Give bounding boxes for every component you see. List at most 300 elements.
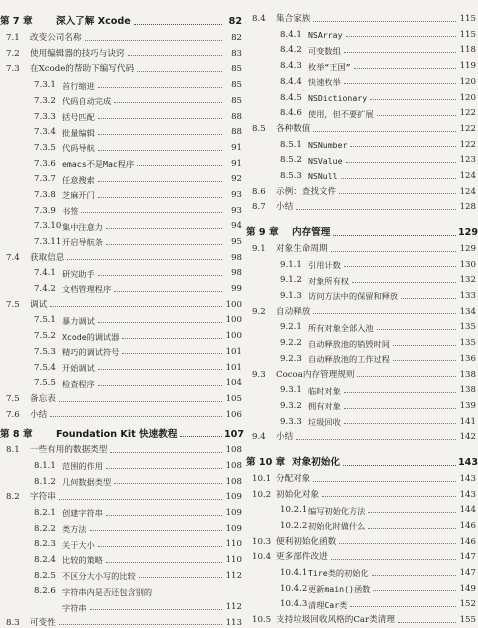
leader-dots: [110, 452, 222, 453]
entry-title: 字符串内是否还包含别的: [62, 586, 153, 597]
toc-entry-sub: [246, 269, 476, 285]
entry-title: 快速枚举: [308, 77, 341, 88]
entry-number: 8.2.4: [34, 555, 56, 566]
entry-number: 9.3.1: [280, 385, 302, 396]
entry-number: 7.3.10: [34, 221, 62, 232]
entry-number: 7.5.2: [34, 331, 56, 342]
entry-page-number: 129: [459, 244, 476, 255]
toc-entry-sec: [0, 486, 242, 502]
entry-title: 范围的作用: [62, 461, 103, 472]
toc-entry-sec: [246, 301, 476, 317]
entry-number: 7.3.9: [34, 205, 56, 216]
entry-page-number: 104: [225, 378, 242, 389]
leader-dots: [98, 322, 222, 323]
entry-number: 10.2: [252, 489, 272, 500]
entry-page-number: 107: [224, 428, 245, 440]
entry-title: 字符串: [30, 492, 56, 503]
entry-page-number: 146: [459, 521, 476, 532]
toc-entry-sub: [0, 533, 242, 549]
entry-title: 对象初始化: [292, 457, 340, 469]
entry-number: 7.3.4: [34, 127, 56, 138]
entry-title: 小结: [276, 432, 294, 443]
entry-number: 8.5.1: [280, 139, 302, 150]
entry-title: 文档管理程序: [62, 284, 112, 295]
entry-number: 8.6: [252, 186, 266, 197]
leader-dots: [344, 83, 456, 84]
toc-entry-sub: [0, 200, 242, 216]
leader-dots: [377, 115, 456, 116]
leader-dots: [137, 165, 222, 166]
entry-title: 引用计数: [308, 260, 341, 271]
leader-dots: [106, 244, 222, 245]
leader-dots: [339, 193, 456, 194]
toc-entry-sub: [246, 348, 476, 364]
leader-dots: [313, 21, 456, 22]
entry-title: 便利初始化函数: [276, 536, 337, 547]
toc-entry-sec: [246, 531, 476, 547]
entry-number: 7.3.5: [34, 142, 56, 153]
entry-page-number: 115: [459, 14, 476, 25]
toc-entry-sub: [246, 254, 476, 270]
toc-entry-sub: [0, 518, 242, 534]
leader-dots: [373, 590, 456, 591]
entry-page-number: 109: [225, 523, 242, 534]
toc-entry-sub: [246, 379, 476, 395]
entry-title: 代码自动完成: [62, 96, 112, 107]
toc-entry-sub: [0, 90, 242, 106]
entry-title: 内存管理: [292, 227, 331, 239]
entry-title: 自动释放池的销毁时间: [308, 338, 390, 349]
toc-entry-sec: [246, 546, 476, 562]
entry-number: 9.3.2: [280, 400, 302, 411]
entry-number: 9.4: [252, 432, 266, 443]
entry-title: 可变数组: [308, 45, 341, 56]
entry-page-number: 112: [225, 602, 242, 613]
entry-page-number: 129: [458, 227, 478, 239]
leader-dots: [344, 52, 456, 53]
entry-title: 小结: [30, 409, 48, 420]
toc-entry-sub: [246, 316, 476, 332]
entry-title: 类方法: [62, 524, 87, 535]
toc-entry-sec: [0, 439, 242, 455]
entry-title: 支持垃圾回收风格的Car类清理: [276, 615, 395, 626]
leader-dots: [59, 499, 222, 500]
toc-entry-chapter: [246, 452, 476, 468]
toc-entry-sub: [0, 105, 242, 121]
leader-dots: [398, 622, 456, 623]
toc-entry-sec: [0, 388, 242, 404]
entry-number: 10.4.3: [280, 599, 308, 610]
leader-dots: [114, 483, 222, 484]
entry-page-number: 155: [459, 615, 476, 626]
entry-number: 10.2.1: [280, 505, 308, 516]
toc-entry-sec: [0, 612, 242, 628]
entry-title: NSDictionary: [308, 92, 368, 103]
toc-entry-chapter: [0, 11, 242, 27]
leader-dots: [344, 423, 456, 424]
entry-number: 7.4: [6, 252, 20, 263]
toc-entry-sub: [246, 86, 476, 102]
entry-page-number: 113: [225, 617, 242, 628]
entry-page-number: 143: [459, 489, 476, 500]
toc-entry-sub: [0, 565, 242, 581]
entry-title: NSValue: [308, 155, 343, 166]
entry-number: 7.5: [6, 299, 20, 310]
toc-entry-sub: [246, 332, 476, 348]
entry-title: 代码导航: [62, 143, 95, 154]
entry-title: 集中注意力: [62, 221, 103, 232]
entry-page-number: 152: [459, 599, 476, 610]
entry-page-number: 139: [459, 400, 476, 411]
entry-title: 小结: [276, 202, 294, 213]
entry-page-number: 83: [231, 48, 242, 59]
toc-entry-sub: [0, 168, 242, 184]
leader-dots: [370, 99, 456, 100]
leader-dots: [137, 71, 222, 72]
entry-page-number: 106: [225, 409, 242, 420]
entry-number: 8.4.5: [280, 92, 302, 103]
leader-dots: [134, 24, 222, 25]
entry-number: 8.2.2: [34, 523, 56, 534]
entry-title: 枚举“王国”: [308, 61, 351, 72]
entry-number: 7.3.7: [34, 174, 56, 185]
entry-title: Xcode的调试器: [62, 331, 120, 342]
entry-number: 7.5.4: [34, 362, 56, 373]
entry-page-number: 100: [225, 315, 242, 326]
entry-number: 第 7 章: [0, 16, 33, 28]
leader-dots: [377, 329, 456, 330]
entry-page-number: 100: [225, 331, 242, 342]
entry-page-number: 82: [228, 16, 242, 28]
leader-dots: [98, 369, 222, 370]
entry-title: 自动释放池的工作过程: [308, 354, 390, 365]
entry-number: 8.4.3: [280, 61, 302, 72]
entry-number: 7.5.1: [34, 315, 56, 326]
leader-dots: [401, 298, 456, 299]
entry-title: 临时对象: [308, 385, 341, 396]
leader-dots: [114, 102, 222, 103]
toc-entry-sub: [0, 596, 242, 612]
entry-page-number: 124: [459, 186, 476, 197]
leader-dots: [344, 392, 456, 393]
leader-dots: [90, 530, 222, 531]
entry-title: 各种数值: [276, 123, 311, 134]
entry-page-number: 93: [231, 189, 242, 200]
toc-entry-sub: [0, 153, 242, 169]
entry-page-number: 149: [459, 583, 476, 594]
entry-number: 第 9 章: [246, 227, 279, 239]
entry-page-number: 110: [225, 539, 242, 550]
toc-entry-sec: [246, 363, 476, 379]
toc-entry-sub: [0, 372, 242, 388]
leader-dots: [106, 562, 222, 563]
toc-entry-chapter: [246, 222, 476, 238]
leader-dots: [357, 376, 456, 377]
entry-title: 集合家族: [276, 14, 311, 25]
entry-page-number: 138: [459, 369, 476, 380]
entry-title: 在Xcode的帮助下编写代码: [30, 64, 135, 75]
entry-number: 7.4.2: [34, 284, 56, 295]
entry-title: 备忘表: [30, 393, 56, 404]
leader-dots: [59, 401, 222, 402]
entry-number: 7.3.1: [34, 80, 56, 91]
leader-dots: [180, 436, 222, 437]
entry-title: 几何数据类型: [62, 477, 112, 488]
leader-dots: [331, 251, 456, 252]
entry-page-number: 146: [459, 536, 476, 547]
entry-page-number: 98: [231, 252, 242, 263]
entry-number: 8.1.1: [34, 460, 56, 471]
toc-entry-sec: [0, 247, 242, 263]
toc-entry-sub: [0, 262, 242, 278]
entry-title: 示例：查找文件: [276, 186, 337, 197]
toc-entry-sub: [0, 341, 242, 357]
entry-title: 可变性: [30, 617, 56, 628]
toc-entry-sub: [246, 499, 476, 515]
entry-number: 10.4: [252, 552, 272, 563]
toc-entry-sec: [246, 8, 476, 24]
entry-number: 10.4.1: [280, 568, 308, 579]
entry-page-number: 143: [459, 473, 476, 484]
entry-title: 调试: [30, 299, 48, 310]
toc-entry-sec: [246, 426, 476, 442]
leader-dots: [339, 543, 456, 544]
toc-entry-sub: [0, 184, 242, 200]
entry-title: 访问方法中的保留和释放: [308, 291, 399, 302]
entry-title: 清理Car类: [308, 599, 348, 610]
entry-page-number: 122: [459, 108, 476, 119]
toc-entry-sub: [246, 285, 476, 301]
entry-title: 使用，但不要扩展: [308, 108, 374, 119]
leader-dots: [372, 575, 456, 576]
leader-dots: [98, 197, 222, 198]
entry-number: 9.2.2: [280, 338, 302, 349]
leader-dots: [122, 338, 222, 339]
leader-dots: [331, 559, 456, 560]
entry-title: 书签: [62, 206, 79, 217]
entry-page-number: 91: [231, 142, 242, 153]
toc-entry-sec: [246, 609, 476, 625]
entry-page-number: 128: [459, 202, 476, 213]
entry-page-number: 85: [231, 95, 242, 106]
entry-number: 9.2.1: [280, 322, 302, 333]
toc-entry-sub: [246, 39, 476, 55]
entry-number: 7.3.6: [34, 158, 56, 169]
entry-title: 获取信息: [30, 252, 65, 263]
entry-page-number: 123: [459, 155, 476, 166]
leader-dots: [98, 87, 222, 88]
toc-entry-sub: [246, 55, 476, 71]
toc-entry-sub: [246, 411, 476, 427]
entry-title: 对象生命周期: [276, 244, 328, 255]
entry-number: 7.6: [6, 409, 20, 420]
entry-number: 8.7: [252, 202, 266, 213]
entry-page-number: 132: [459, 275, 476, 286]
entry-page-number: 141: [459, 416, 476, 427]
entry-title: 所有对象全部入池: [308, 322, 374, 333]
entry-title: 括号匹配: [62, 111, 95, 122]
entry-title: 暴力调试: [62, 315, 95, 326]
entry-page-number: 100: [225, 299, 242, 310]
leader-dots: [296, 439, 456, 440]
entry-number: 8.2: [6, 492, 20, 503]
toc-entry-sub: [246, 395, 476, 411]
toc-entry-sec: [246, 484, 476, 500]
toc-entry-sub: [0, 356, 242, 372]
entry-page-number: 101: [225, 362, 242, 373]
entry-number: 7.3.3: [34, 111, 56, 122]
leader-dots: [313, 131, 456, 132]
entry-title: 自动释放: [276, 306, 311, 317]
entry-page-number: 85: [231, 80, 242, 91]
entry-number: 7.3.11: [34, 237, 62, 248]
toc-entry-sub: [0, 278, 242, 294]
entry-page-number: 122: [459, 139, 476, 150]
entry-page-number: 88: [231, 127, 242, 138]
toc-entry-sub: [0, 455, 242, 471]
entry-number: 8.1.2: [34, 476, 56, 487]
entry-title: 芝麻开门: [62, 190, 95, 201]
leader-dots: [98, 150, 222, 151]
leader-dots: [344, 266, 456, 267]
toc-entry-sec: [0, 27, 242, 43]
entry-number: 8.4.6: [280, 108, 302, 119]
leader-dots: [114, 291, 222, 292]
entry-number: 8.4.1: [280, 29, 302, 40]
entry-page-number: 110: [225, 555, 242, 566]
toc-entry-sub: [246, 578, 476, 594]
toc-entry-sec: [246, 196, 476, 212]
entry-page-number: 124: [459, 170, 476, 181]
entry-title: 不区分大小写的比较: [62, 571, 136, 582]
entry-number: 10.3: [252, 536, 272, 547]
toc-entry-sub: [0, 74, 242, 90]
toc-entry-sub: [0, 121, 242, 137]
toc-entry-sub: [0, 137, 242, 153]
leader-dots: [139, 577, 222, 578]
entry-number: 8.5.3: [280, 170, 302, 181]
entry-page-number: 109: [225, 492, 242, 503]
leader-dots: [350, 146, 456, 147]
entry-number: 7.2: [6, 48, 20, 59]
entry-number: 8.5: [252, 123, 266, 134]
entry-page-number: 101: [225, 346, 242, 357]
entry-number: 7.3: [6, 64, 20, 75]
entry-title: 使用编辑器的技巧与诀窍: [30, 48, 125, 59]
leader-dots: [354, 68, 456, 69]
leader-dots: [322, 496, 456, 497]
leader-dots: [296, 209, 456, 210]
entry-number: 7.3.2: [34, 95, 56, 106]
toc-entry-sub: [0, 231, 242, 247]
leader-dots: [50, 416, 222, 417]
toc-entry-sub: [246, 134, 476, 150]
entry-page-number: 135: [459, 322, 476, 333]
entry-page-number: 85: [231, 64, 242, 75]
entry-title: 检查程序: [62, 378, 95, 389]
entry-number: 8.2.3: [34, 539, 56, 550]
entry-title: 改变公司名称: [30, 33, 82, 44]
entry-page-number: 108: [225, 476, 242, 487]
entry-number: 8.4.2: [280, 45, 302, 56]
toc-entry-sub: [246, 165, 476, 181]
entry-number: 8.5.2: [280, 155, 302, 166]
entry-title: 任意搜索: [62, 174, 95, 185]
entry-title: Tire类的初始化: [308, 568, 369, 579]
leader-dots: [333, 235, 456, 236]
entry-number: 第 8 章: [0, 428, 33, 440]
leader-dots: [98, 385, 222, 386]
entry-number: 9.1.2: [280, 275, 302, 286]
leader-dots: [67, 259, 222, 260]
toc-entry-sub: [0, 549, 242, 565]
entry-number: 9.2: [252, 306, 266, 317]
entry-title: 初始化对象: [276, 489, 319, 500]
entry-number: 8.3: [6, 617, 20, 628]
toc-entry-sec: [246, 468, 476, 484]
toc-entry-sub: [0, 502, 242, 518]
leader-dots: [98, 134, 222, 135]
entry-number: 9.3: [252, 369, 266, 380]
toc-entry-sub: [246, 515, 476, 531]
entry-page-number: 109: [225, 508, 242, 519]
leader-dots: [98, 118, 222, 119]
toc-entry-sec: [0, 58, 242, 74]
entry-number: 8.2.5: [34, 570, 56, 581]
entry-page-number: 94: [231, 221, 242, 232]
entry-page-number: 112: [225, 570, 242, 581]
entry-page-number: 133: [459, 291, 476, 302]
entry-title: 研究助手: [62, 268, 95, 279]
entry-page-number: 115: [459, 29, 476, 40]
entry-page-number: 122: [459, 123, 476, 134]
toc-entry-sub: [0, 215, 242, 231]
leader-dots: [106, 228, 222, 229]
toc-entry-sub: [0, 471, 242, 487]
toc-entry-sub: [246, 149, 476, 165]
entry-page-number: 92: [231, 174, 242, 185]
entry-number: 9.1.3: [280, 291, 302, 302]
entry-number: 9.1: [252, 244, 266, 255]
entry-number: 7.5: [6, 393, 20, 404]
entry-number: 8.2.1: [34, 508, 56, 519]
leader-dots: [368, 512, 456, 513]
entry-page-number: 120: [459, 76, 476, 87]
entry-page-number: 144: [459, 505, 476, 516]
toc-left-column: [0, 8, 245, 628]
toc-entry-sub: [246, 562, 476, 578]
entry-title: Cocoa内存管理规则: [276, 369, 355, 380]
entry-page-number: 120: [459, 92, 476, 103]
entry-title: 批量编辑: [62, 127, 95, 138]
leader-dots: [106, 468, 222, 469]
entry-page-number: 105: [225, 393, 242, 404]
entry-page-number: 138: [459, 385, 476, 396]
leader-dots: [50, 306, 222, 307]
leader-dots: [122, 353, 222, 354]
leader-dots: [106, 515, 222, 516]
leader-dots: [352, 282, 456, 283]
entry-title: 创建字符串: [62, 508, 103, 519]
leader-dots: [350, 606, 456, 607]
entry-page-number: 142: [459, 432, 476, 443]
entry-number: 7.5.5: [34, 378, 56, 389]
entry-page-number: 95: [231, 237, 242, 248]
leader-dots: [346, 162, 456, 163]
leader-dots: [98, 181, 222, 182]
entry-page-number: 108: [225, 460, 242, 471]
leader-dots: [343, 465, 456, 466]
